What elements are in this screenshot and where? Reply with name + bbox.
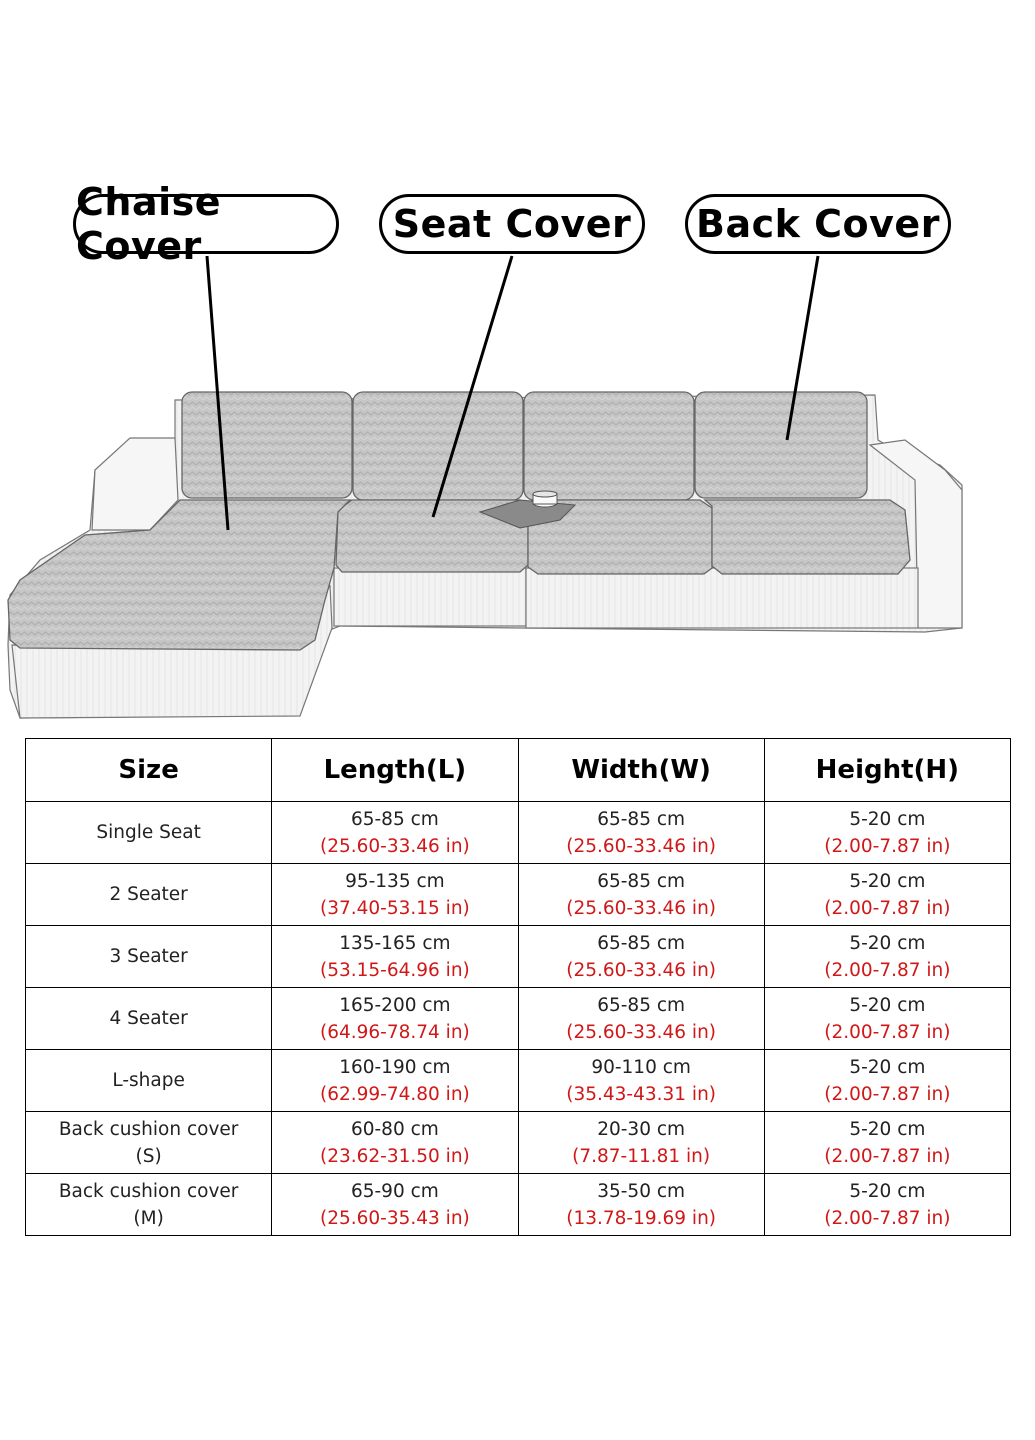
- length-cell: [272, 1112, 518, 1174]
- width-inch-value: (25.60-33.46 in): [566, 897, 717, 919]
- table-row: [26, 802, 1011, 864]
- size-name: Single Seat: [96, 822, 201, 843]
- size-name: 3 Seater: [109, 946, 188, 967]
- width-cell: [518, 988, 764, 1050]
- height-cm-value: 5-20 cm: [849, 1118, 926, 1140]
- length-cell: [272, 926, 518, 988]
- size-cell: [26, 1050, 272, 1112]
- size-cell: [26, 1174, 272, 1236]
- width-cell: [518, 1112, 764, 1174]
- back-cushions: [182, 392, 867, 500]
- height-cm-value: 5-20 cm: [849, 1056, 926, 1078]
- length-cm-value: 160-190 cm: [339, 1056, 451, 1078]
- height-inch-value: (2.00-7.87 in): [824, 835, 951, 857]
- width-cell: [518, 926, 764, 988]
- length-cm-value: 65-90 cm: [350, 1180, 439, 1202]
- header-length: Length(L): [272, 739, 518, 802]
- height-inch-value: (2.00-7.87 in): [824, 1207, 951, 1229]
- table-row: [26, 1112, 1011, 1174]
- table-row: [26, 926, 1011, 988]
- height-cell: [764, 926, 1010, 988]
- table-row: [26, 988, 1011, 1050]
- size-cell: [26, 926, 272, 988]
- size-name: 2 Seater: [109, 884, 188, 905]
- height-cell: [764, 864, 1010, 926]
- size-cell: [26, 988, 272, 1050]
- height-inch-value: (2.00-7.87 in): [824, 1145, 951, 1167]
- size-cell: [26, 864, 272, 926]
- width-cm-value: 65-85 cm: [597, 808, 686, 830]
- length-inch-value: (25.60-35.43 in): [319, 1207, 470, 1229]
- width-cell: [518, 802, 764, 864]
- width-inch-value: (35.43-43.31 in): [566, 1083, 717, 1105]
- header-width: Width(W): [518, 739, 764, 802]
- height-cell: [764, 1050, 1010, 1112]
- size-name: Back cushion cover (S): [58, 1118, 239, 1167]
- size-cell: [26, 1112, 272, 1174]
- height-inch-value: (2.00-7.87 in): [824, 1021, 951, 1043]
- length-cell: [272, 1050, 518, 1112]
- width-inch-value: (13.78-19.69 in): [566, 1207, 717, 1229]
- length-cell: [272, 988, 518, 1050]
- height-cm-value: 5-20 cm: [849, 870, 926, 892]
- height-inch-value: (2.00-7.87 in): [824, 897, 951, 919]
- table-row: [26, 1174, 1011, 1236]
- width-cell: [518, 864, 764, 926]
- length-cell: [272, 1174, 518, 1236]
- length-inch-value: (53.15-64.96 in): [319, 959, 470, 981]
- height-cm-value: 5-20 cm: [849, 808, 926, 830]
- width-inch-value: (7.87-11.81 in): [572, 1145, 711, 1167]
- size-chart-table: [25, 738, 1011, 1236]
- length-cm-value: 95-135 cm: [345, 870, 445, 892]
- length-inch-value: (37.40-53.15 in): [319, 897, 470, 919]
- length-inch-value: (25.60-33.46 in): [319, 835, 470, 857]
- height-cell: [764, 802, 1010, 864]
- length-inch-value: (62.99-74.80 in): [319, 1083, 470, 1105]
- height-cm-value: 5-20 cm: [849, 1180, 926, 1202]
- length-cm-value: 65-85 cm: [350, 808, 439, 830]
- width-cell: [518, 1050, 764, 1112]
- width-inch-value: (25.60-33.46 in): [566, 835, 717, 857]
- height-inch-value: (2.00-7.87 in): [824, 1083, 951, 1105]
- length-cm-value: 60-80 cm: [350, 1118, 439, 1140]
- height-cell: [764, 988, 1010, 1050]
- width-cm-value: 65-85 cm: [597, 994, 686, 1016]
- table-header-row: [26, 739, 1011, 802]
- size-name: 4 Seater: [109, 1008, 188, 1029]
- length-inch-value: (23.62-31.50 in): [319, 1145, 470, 1167]
- chaise-cover-label: Chaise Cover: [73, 194, 339, 254]
- header-height: Height(H): [764, 739, 1010, 802]
- size-cell: [26, 802, 272, 864]
- chaise-cushion: [8, 500, 350, 650]
- size-name: Back cushion cover (M): [58, 1180, 239, 1229]
- height-cm-value: 5-20 cm: [849, 932, 926, 954]
- width-inch-value: (25.60-33.46 in): [566, 959, 717, 981]
- height-cell: [764, 1112, 1010, 1174]
- seat-cushions: [336, 500, 910, 574]
- seat-cover-label: Seat Cover: [379, 194, 645, 254]
- size-name: L-shape: [112, 1070, 185, 1091]
- length-cm-value: 165-200 cm: [339, 994, 451, 1016]
- length-cell: [272, 864, 518, 926]
- width-inch-value: (25.60-33.46 in): [566, 1021, 717, 1043]
- table-body: [26, 802, 1011, 1236]
- width-cell: [518, 1174, 764, 1236]
- width-cm-value: 35-50 cm: [597, 1180, 686, 1202]
- length-cm-value: 135-165 cm: [339, 932, 451, 954]
- table-row: [26, 1050, 1011, 1112]
- width-cm-value: 20-30 cm: [597, 1118, 686, 1140]
- back-cover-label: Back Cover: [685, 194, 951, 254]
- header-size: Size: [26, 739, 272, 802]
- width-cm-value: 65-85 cm: [597, 932, 686, 954]
- table-row: [26, 864, 1011, 926]
- height-inch-value: (2.00-7.87 in): [824, 959, 951, 981]
- height-cm-value: 5-20 cm: [849, 994, 926, 1016]
- width-cm-value: 90-110 cm: [591, 1056, 691, 1078]
- length-cell: [272, 802, 518, 864]
- length-inch-value: (64.96-78.74 in): [319, 1021, 470, 1043]
- height-cell: [764, 1174, 1010, 1236]
- width-cm-value: 65-85 cm: [597, 870, 686, 892]
